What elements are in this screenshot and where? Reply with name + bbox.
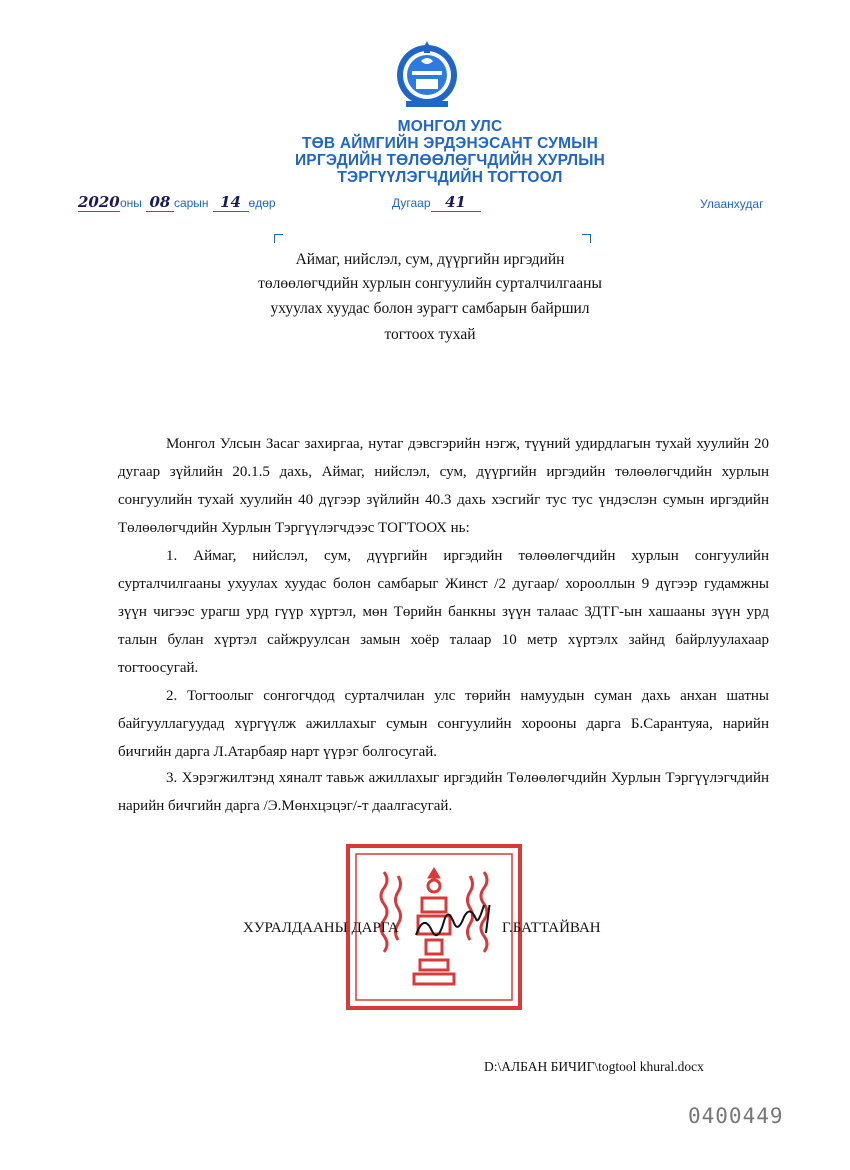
date-line: [78, 193, 276, 212]
item-3-paragraph: [118, 764, 769, 820]
file-path: D:\АЛБАН БИЧИГ\togtool khural.docx: [484, 1059, 704, 1074]
place-name: Улаанхудаг: [700, 197, 764, 211]
document-number: 41: [431, 193, 481, 212]
subject-line-3: ухуулах хуудас болон зурагт самбарын байршил: [270, 300, 590, 317]
serial-number: 0400449: [688, 1104, 784, 1128]
subject-corner-left: [274, 234, 283, 243]
subject-line-1: Аймаг, нийслэл, сум, дүүргийн иргэдийн: [295, 251, 565, 268]
preamble-paragraph: [118, 430, 769, 542]
handwritten-signature: [410, 905, 530, 945]
org-line-country: МОНГОЛ УЛС: [397, 118, 503, 135]
item-2-text: 2. Тогтоолыг сонгогчдод сурталчилан улс төрийн намуудын суман дахь анхан шатны байгууллагуудад хүргүүлж ажиллахыг сумын сонгуулийн хорооны дарга Б.Сарантуяа, нарийн бичгийн дарга Л.Атарбаяр нарт үүрэг болгосугай.: [118, 688, 769, 760]
item-1-paragraph: [118, 542, 769, 682]
date-month: 08: [146, 193, 174, 212]
subject-corner-right: [582, 234, 591, 243]
preamble-text: Монгол Улсын Засаг захиргаа, нутаг дэвсгэрийн нэгж, түүний удирдлагын тухай хуулийн 20 дугаар зүйлийн 20.1.5 дахь, Аймаг, нийслэл, сум, дүүргийн иргэдийн төлөөлөгчдийн хурлын сонгуулийн тухай хуулийн 40 дүгээр зүйлийн 40.3 дахь хэсгийг тус тус үндэслэн сумын иргэдийн Төлөөлөгчдийн Хурлын Тэргүүлэгчдээс ТОГТООХ нь:: [118, 436, 769, 536]
org-line-doc-type: ТЭРГҮҮЛЭГЧДИЙН ТОГТООЛ: [337, 169, 563, 186]
item-1-text: 1. Аймаг, нийслэл, сум, дүүргийн иргэдийн төлөөлөгчдийн хурлын сонгуулийн сурталчилгааны ухуулах хуудас болон самбарыг Жинст /2 дугаар/ хорооллын 9 дүгээр гудамжны зүүн чигээс урагш урд гүүр хүртэл, мөн Төрийн банкны зүүн талаас ЗДТГ-ын хашааны зүүн урд талын булан хүртэл сайжруулсан замын хоёр талаар 10 метр хүртэлх зайнд байрлуулахаар тогтоосугай.: [118, 548, 769, 676]
subject-line-4: тогтоох тухай: [384, 326, 476, 343]
date-year: 2020: [78, 193, 120, 211]
org-line-district: ТӨВ АЙМГИЙН ЭРДЭНЭСАНТ СУМЫН: [302, 135, 598, 152]
number-label: Дугаар: [392, 196, 431, 210]
signer-title: ХУРАЛДААНЫ ДАРГА: [243, 920, 399, 936]
signer-name: Г.БАТТАЙВАН: [502, 920, 601, 936]
mongolia-state-emblem-icon: [394, 35, 460, 111]
subject-line-2: төлөөлөгчдийн хурлын сонгуулийн сурталчилгааны: [258, 275, 602, 292]
org-line-council: ИРГЭДИЙН ТӨЛӨӨЛӨГЧДИЙН ХУРЛЫН: [294, 152, 606, 169]
date-day: 14: [213, 193, 249, 212]
number-line: [392, 193, 481, 212]
date-month-label: сарын: [173, 196, 209, 210]
date-year-label: оны: [120, 196, 142, 210]
date-day-label: өдөр: [248, 196, 276, 210]
item-3-text: 3. Хэрэгжилтэнд хяналт тавьж ажиллахыг иргэдийн Төлөөлөгчдийн Хурлын Тэргүүлэгчдийн нарийн бичгийн дарга /Э.Мөнхцэцэг/-т даалгасугай.: [118, 770, 769, 814]
item-2-paragraph: [118, 682, 769, 766]
